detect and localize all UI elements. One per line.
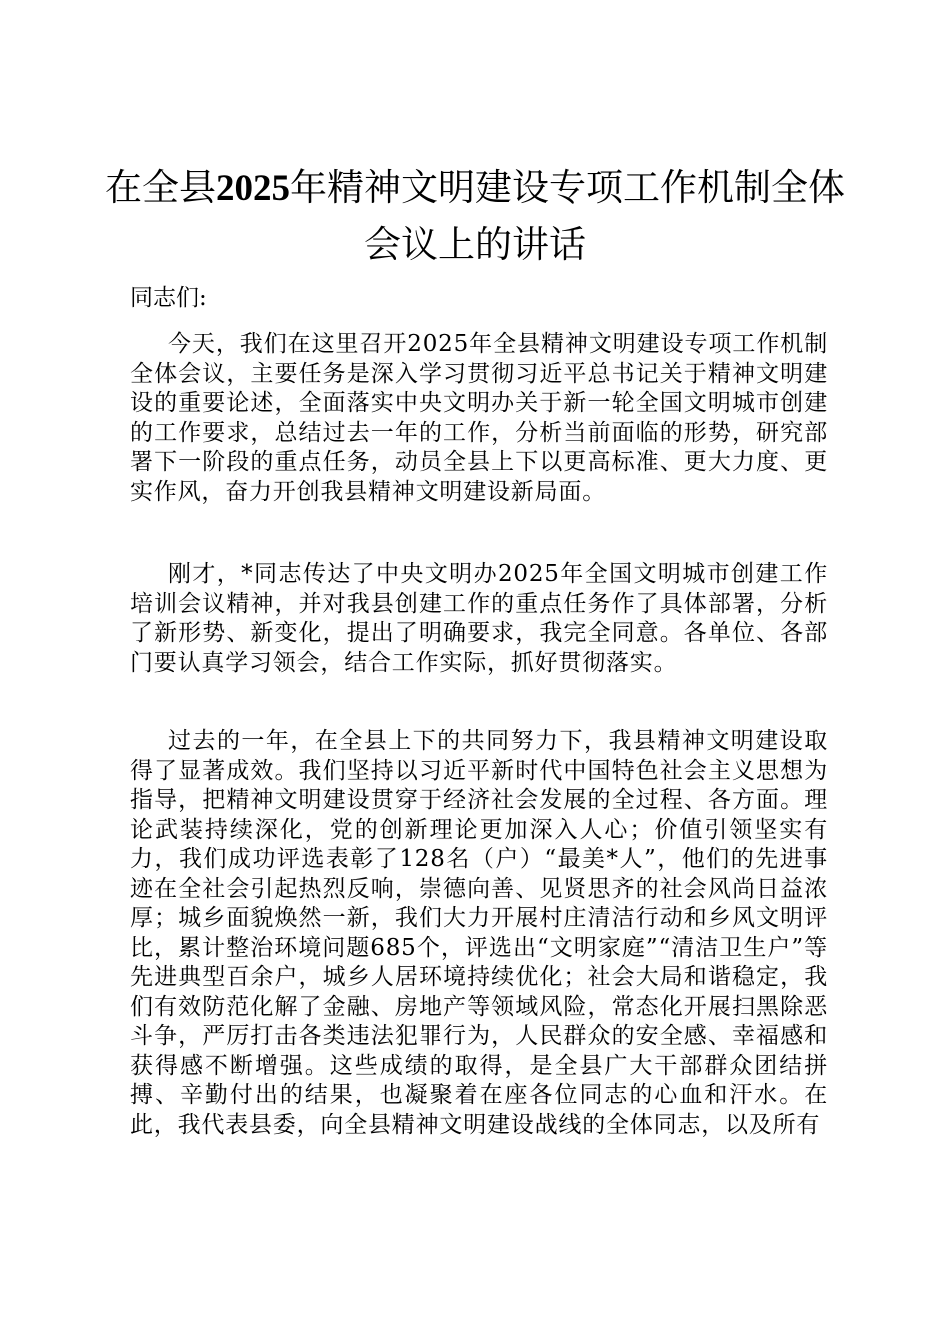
- title-prefix: 在全县: [105, 166, 216, 209]
- salutation: 同志们:: [130, 285, 207, 311]
- paragraph-3: 过去的一年，在全县上下的共同努力下，我县精神文明建设取得了显著成效。我们坚持以习近平新时代中国特色社会主义思想为指导，把精神文明建设贯穿于经济社会发展的全过程、各方面。理论武装持续深化，党的创新理论更加深入人心；价值引领坚实有力，我们成功评选表彰了128名（户）“最美*人”，他们的先进事迹在全社会引起热烈反响，崇德向善、见贤思齐的社会风尚日益浓厚；城乡面貌焕然一新，我们大力开展村庄清洁行动和乡风文明评比，累计整治环境问题685个，评选出“文明家庭”“清洁卫生户”等先进典型百余户，城乡人居环境持续优化；社会大局和谐稳定，我们有效防范化解了金融、房地产等领域风险，常态化开展扫黑除恶斗争，严厉打击各类违法犯罪行为，人民群众的安全感、幸福感和获得感不断增强。这些成绩的取得，是全县广大干部群众团结拼搏、辛勤付出的结果，也凝聚着在座各位同志的心血和汗水。在此，我代表县委，向全县精神文明建设战线的全体同志，以及所有: [130, 728, 828, 1138]
- title-suffix: 年精神文明建设专项工作机制全体会议上的讲话: [290, 166, 845, 266]
- title-year: 2025: [216, 168, 290, 209]
- paragraph-2: 刚才，*同志传达了中央文明办2025年全国文明城市创建工作培训会议精神，并对我县创建工作的重点任务作了具体部署，分析了新形势、新变化，提出了明确要求，我完全同意。各单位、各部门要认真学习领会，结合工作实际，抓好贯彻落实。: [130, 561, 828, 676]
- paragraph-1: 今天，我们在这里召开2025年全县精神文明建设专项工作机制全体会议，主要任务是深入学习贯彻习近平总书记关于精神文明建设的重要论述，全面落实中央文明办关于新一轮全国文明城市创建的工作要求，总结过去一年的工作，分析当前面临的形势，研究部署下一阶段的重点任务，动员全县上下以更高标准、更大力度、更实作风，奋力开创我县精神文明建设新局面。: [130, 331, 828, 505]
- document-title: [100, 160, 850, 273]
